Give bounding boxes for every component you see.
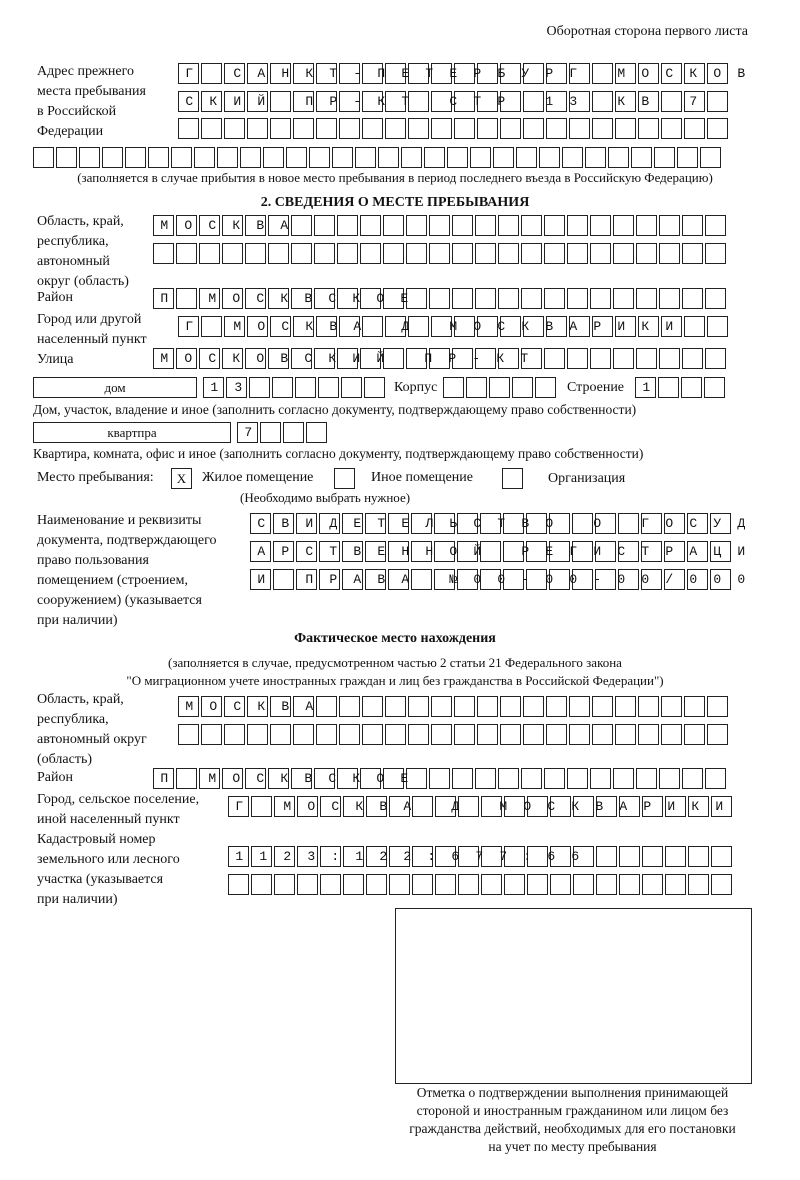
district-row — [153, 288, 761, 309]
region-row-1 — [153, 215, 761, 236]
label-line: Город, сельское поселение, — [37, 792, 200, 807]
stroenie-label: Строение — [567, 380, 625, 395]
house-type-field[interactable]: дом — [33, 377, 197, 398]
label-line: Город или другой — [37, 312, 142, 327]
cell-row-value — [450, 377, 570, 399]
cell-row-value — [185, 118, 761, 140]
label-line: при наличии) — [37, 892, 118, 907]
stay-option-checkbox-residential[interactable]: X — [171, 468, 192, 489]
caption-line: стороной и иностранным гражданином или лицом без — [416, 1103, 729, 1118]
label-line: Область, край, — [37, 214, 124, 229]
apartment-caption: Квартира, комната, офис и иное (заполнить согласно документу, подтверждающему право собственности) — [33, 446, 644, 461]
label-line: помещением (строением, — [37, 573, 188, 588]
district-label: Район — [37, 290, 73, 305]
label-line: Кадастровый номер — [37, 832, 156, 847]
label-line: иной населенный пункт — [37, 812, 180, 827]
cell-row-value: П МОСКВСКОЕ — [160, 291, 761, 306]
cell-row-value: Г САНКТ-ПЕТЕРБУРГ МОСКОВ — [185, 66, 762, 81]
section-2-title: 2. СВЕДЕНИЯ О МЕСТЕ ПРЕБЫВАНИЯ — [260, 195, 530, 210]
label-line: республика, — [37, 712, 109, 727]
label-line: сооружением) (указывается — [37, 593, 202, 608]
prev-address-label — [37, 62, 146, 142]
label-line: Область, край, — [37, 692, 124, 707]
label-line: Адрес прежнего — [37, 64, 134, 79]
cell-row-value: СКИЙ ПР-КТ СТР 13 КВ 7 — [185, 94, 762, 109]
actual-region-row-2 — [178, 724, 730, 745]
region-label — [37, 212, 129, 292]
label-line: автономный округ — [37, 732, 147, 747]
label-line: (область) — [37, 752, 93, 767]
korpus-row — [443, 377, 558, 398]
label-line: места пребывания — [37, 84, 146, 99]
stay-option-label: Организация — [548, 471, 626, 486]
cadastre-label — [37, 830, 180, 910]
cell-row-value: 7 — [244, 425, 341, 440]
label-line: Федерации — [37, 124, 104, 139]
stroenie-row — [635, 377, 739, 398]
actual-district-row — [153, 768, 761, 789]
actual-location-note-1: (заполняется в случае, предусмотренном частью 2 статьи 21 Федерального закона — [168, 655, 622, 670]
prev-address-row-3 — [178, 118, 730, 139]
cell-row-value: 1 — [642, 380, 739, 395]
stay-option-checkbox-other[interactable] — [334, 468, 355, 489]
caption-line: Отметка о подтверждении выполнения принимающей — [416, 1085, 729, 1100]
confirmation-stamp-area — [395, 908, 752, 1084]
label-line: участка (указывается — [37, 872, 164, 887]
street-label: Улица — [37, 352, 74, 367]
house-caption: Дом, участок, владение и иное (заполнить согласно документу, подтверждающему право собственности) — [33, 402, 637, 417]
label-line: в Российской — [37, 104, 117, 119]
prev-address-row-1 — [178, 63, 762, 84]
actual-district-label: Район — [37, 770, 73, 785]
cell-row-value: И ПРАВА №00-00-00/000 — [257, 572, 762, 587]
cadastre-row-1 — [228, 846, 764, 867]
cell-row-value: 1123:122:677:66 — [235, 849, 764, 864]
stay-option-label: Иное помещение — [371, 470, 473, 485]
actual-location-note-2: "О миграционном учете иностранных граждан и лиц без гражданства в Российской Федерации") — [126, 673, 664, 688]
cell-row-value: 13 — [210, 380, 403, 395]
cell-row-value: СВИДЕТЕЛЬСТВО О ГОСУД — [257, 516, 762, 531]
caption-line: на учет по месту пребывания — [488, 1139, 657, 1154]
cell-row-value: П МОСКВСКОЕ — [160, 771, 761, 786]
actual-region-label — [37, 690, 147, 770]
actual-location-title: Фактическое место нахождения — [294, 631, 496, 646]
cell-row-value — [235, 874, 763, 896]
stay-option-label: Жилое помещение — [202, 470, 314, 485]
stay-option-checkbox-organization[interactable] — [502, 468, 523, 489]
label-line: Наименование и реквизиты — [37, 513, 202, 528]
label-line: населенный пункт — [37, 332, 147, 347]
label-line: республика, — [37, 234, 109, 249]
stay-note: (Необходимо выбрать нужное) — [240, 490, 411, 505]
apartment-type-field[interactable]: квартпра — [33, 422, 231, 443]
cell-row-value — [160, 243, 760, 265]
apartment-number-row — [237, 422, 341, 443]
page-header: Оборотная сторона первого листа — [546, 24, 748, 39]
label-line: округ (область) — [37, 274, 129, 289]
house-number-row — [203, 377, 403, 398]
document-row-2 — [250, 541, 762, 562]
stay-label: Место пребывания: — [37, 470, 154, 485]
cell-row-value — [185, 724, 761, 746]
label-line: документа, подтверждающего — [37, 533, 217, 548]
cell-row-value: АРСТВЕННОЙ РЕГИСТРАЦИ — [257, 544, 762, 559]
prev-address-row-2 — [178, 91, 762, 112]
cell-row-value: Г МОСКВА Д МОСКВАРИКИ — [185, 319, 762, 334]
prev-address-note: (заполняется в случае прибытия в новое место пребывания в период последнего въезда в Российскую Федерацию) — [77, 170, 713, 185]
city-label — [37, 310, 147, 350]
caption-line: гражданства действий, необходимых для его постановки — [409, 1121, 736, 1136]
cell-row-value — [40, 147, 760, 169]
stamp-caption — [380, 1084, 765, 1156]
city-row — [178, 316, 762, 337]
cell-row-value: МОСКОВСКИЙ ПР-КТ — [160, 351, 761, 366]
cell-row-value: МОСКВА — [160, 218, 761, 233]
document-row-1 — [250, 513, 762, 534]
street-row — [153, 348, 761, 369]
label-line: право пользования — [37, 553, 149, 568]
prev-address-row-4 — [33, 147, 723, 168]
document-row-3 — [250, 569, 762, 590]
region-row-2 — [153, 243, 728, 264]
label-line: автономный — [37, 254, 110, 269]
cell-row-value: Г МОСКВА Д МОСКВАРИКИ — [235, 799, 764, 814]
actual-region-row-1 — [178, 696, 762, 717]
korpus-label: Корпус — [394, 380, 438, 395]
cadastre-row-2 — [228, 874, 734, 895]
actual-city-label — [37, 790, 199, 830]
cell-row-value: МОСКВА — [185, 699, 762, 714]
label-line: при наличии) — [37, 613, 118, 628]
document-label — [37, 511, 217, 631]
label-line: земельного или лесного — [37, 852, 180, 867]
actual-city-row — [228, 796, 764, 817]
